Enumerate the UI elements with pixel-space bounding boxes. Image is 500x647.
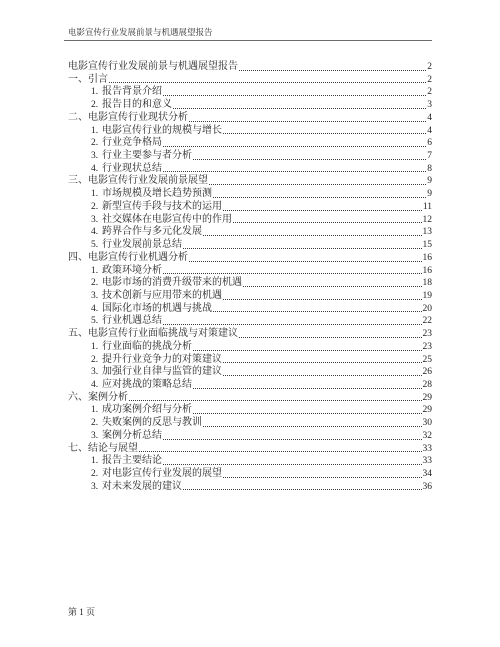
toc-subsection[interactable] [68,214,432,227]
toc-subsection[interactable] [68,303,432,316]
toc-subsection-number: 1. [91,456,99,467]
toc-subsection-number: 4. [91,163,99,174]
toc-subsection-title: 新型宣传手段与技术的运用 [102,200,222,212]
dot-leader [239,70,426,71]
toc-subsection-number: 4. [91,303,99,314]
toc-subsection-number: 5. [91,240,99,251]
toc-subsection-title: 行业竞争格局 [102,137,162,149]
toc-subsection[interactable] [68,163,432,176]
toc-page-number: 33 [422,443,432,454]
toc-section[interactable] [68,443,432,456]
toc-subsection-title: 技术创新与应用带来的机遇 [102,289,222,301]
toc-subsection-title: 报告背景介绍 [102,86,162,98]
toc-entry-text: 电影宣传行业发展前景与机遇展望报告 [68,61,238,72]
toc-subsection-title: 电影市场的消费升级带来的机遇 [102,277,242,289]
dot-leader [129,400,422,401]
running-header-title: 电影宣传行业发展前景与机遇展望报告 [68,27,213,37]
toc-page-number: 15 [422,240,432,251]
toc-section[interactable] [68,175,432,188]
toc-page-number: 12 [422,214,432,225]
toc-page-number: 34 [422,469,432,479]
toc-page-number: 3 [427,100,432,111]
toc-subsection-number: 3. [91,481,99,492]
toc-page-number: 2 [427,87,432,98]
toc-page-number: 16 [422,265,432,276]
toc-page-number: 4 [427,125,432,136]
toc-page-number: 9 [427,176,432,187]
toc-page-number: 29 [422,405,432,416]
toc-subsection-number: 3. [91,214,99,225]
toc-subsection-title: 电影宣传行业的规模与增长 [102,124,222,136]
toc-page-number: 36 [422,481,432,492]
dot-leader [193,159,426,160]
toc-page-number: 29 [422,392,432,403]
toc-subsection-number: 2. [91,278,99,289]
toc-section[interactable] [68,328,432,341]
header-rule [64,40,432,41]
toc-page-number: 30 [422,418,432,429]
toc-subsection-number: 1. [91,405,99,416]
toc-section[interactable] [68,112,432,125]
toc-section-title: 五、电影宣传行业面临挑战与对策建议 [68,328,238,340]
toc-section-title: 七、结论与展望 [68,442,138,454]
toc-subsection[interactable] [68,99,432,112]
toc-subsection-title: 社交媒体在电影宣传中的作用 [102,213,232,225]
toc-page-number: 28 [422,379,432,390]
dot-leader [193,388,422,389]
toc-subsection-title: 跨界合作与多元化发展 [102,226,202,238]
toc-subsection[interactable] [68,265,432,278]
toc-section-title: 二、电影宣传行业现状分析 [68,111,188,123]
toc-subsection[interactable] [68,417,432,430]
dot-leader [163,324,422,325]
toc-page-number: 32 [422,430,432,441]
dot-leader [209,184,426,185]
toc-subsection-number: 2. [91,201,99,212]
dot-leader [163,95,426,96]
toc-subsection-title: 行业主要参与者分析 [102,150,192,162]
dot-leader [243,286,422,287]
toc-subsection-title: 加强行业自律与监管的建议 [102,366,222,378]
toc-page-number: 2 [427,62,432,72]
toc-subsection[interactable] [68,239,432,252]
dot-leader [223,210,422,211]
dot-leader [223,133,426,134]
toc-subsection-title: 应对挑战的策略总结 [102,378,192,390]
toc-entry-report-title[interactable] [68,61,432,74]
toc-section[interactable] [68,252,432,265]
dot-leader [233,222,422,223]
dot-leader [223,375,422,376]
toc-page-number: 25 [422,354,432,365]
toc-subsection-number: 2. [91,138,99,149]
toc-section-title: 一、引言 [68,73,108,85]
dot-leader [213,311,422,312]
toc-subsection[interactable] [68,290,432,303]
toc-subsection[interactable] [68,481,432,494]
toc-subsection-number: 1. [91,125,99,136]
toc-page-number: 9 [427,189,432,200]
toc-subsection-title: 行业机遇总结 [102,315,162,327]
toc-subsection-number: 4. [91,379,99,390]
dot-leader [203,235,422,236]
toc-subsection-number: 3. [91,290,99,301]
toc-page-number: 7 [427,151,432,162]
toc-subsection-number: 3. [91,430,99,441]
dot-leader [173,108,426,109]
dot-leader [183,489,422,490]
dot-leader [163,146,426,147]
toc-page-number: 26 [422,367,432,378]
toc-section[interactable] [68,74,432,87]
dot-leader [223,477,422,478]
dot-leader [213,197,426,198]
toc-subsection[interactable] [68,379,432,392]
toc-page-number: 19 [422,290,432,301]
table-of-contents [68,61,432,493]
toc-section[interactable] [68,392,432,405]
toc-subsection-title: 成功案例介绍与分析 [102,404,192,416]
toc-subsection-number: 5. [91,316,99,327]
page-number-footer: 第 1 页 [68,607,96,617]
dot-leader [223,299,422,300]
dot-leader [163,171,426,172]
toc-subsection-number: 2. [91,418,99,429]
toc-subsection[interactable] [68,430,432,443]
toc-page-number: 23 [422,329,432,340]
toc-subsection-number: 1. [91,265,99,276]
toc-page-number: 16 [422,252,432,263]
toc-subsection-number: 3. [91,367,99,378]
toc-section-title: 三、电影宣传行业发展前景展望 [68,175,208,187]
toc-subsection[interactable] [68,277,432,290]
dot-leader [189,261,422,262]
toc-subsection-title: 报告目的和意义 [102,99,172,111]
toc-subsection[interactable] [68,354,432,367]
toc-subsection[interactable] [68,226,432,239]
toc-subsection-number: 1. [91,189,99,200]
dot-leader [193,350,422,351]
toc-page-number: 13 [422,227,432,238]
dot-leader [203,426,422,427]
toc-section-title: 六、案例分析 [68,391,128,403]
toc-subsection[interactable] [68,201,432,214]
toc-section-title: 四、电影宣传行业机遇分析 [68,251,188,263]
toc-page-number: 22 [422,316,432,327]
toc-page-number: 23 [422,341,432,352]
toc-subsection[interactable] [68,125,432,138]
toc-subsection-title: 提升行业竞争力的对策建议 [102,353,222,365]
dot-leader [109,82,426,83]
toc-subsection-number: 2. [91,354,99,365]
toc-page-number: 20 [422,303,432,314]
toc-subsection-title: 市场规模及增长趋势预测 [102,188,212,200]
toc-subsection[interactable] [68,341,432,354]
toc-subsection-title: 对电影宣传行业发展的展望 [102,468,222,479]
dot-leader [183,248,422,249]
toc-subsection[interactable] [68,86,432,99]
toc-subsection-title: 案例分析总结 [102,429,162,441]
toc-subsection[interactable] [68,150,432,163]
dot-leader [163,439,422,440]
toc-page-number: 11 [422,201,432,212]
toc-subsection-title: 失败案例的反思与教训 [102,417,202,429]
toc-subsection-title: 行业面临的挑战分析 [102,340,192,352]
toc-subsection[interactable] [68,468,432,481]
toc-subsection[interactable] [68,137,432,150]
toc-subsection[interactable] [68,404,432,417]
toc-subsection-number: 1. [91,341,99,352]
toc-subsection-number: 2. [91,100,99,111]
toc-page-number: 6 [427,138,432,149]
toc-page-number: 4 [427,112,432,123]
toc-subsection-title: 政策环境分析 [102,264,162,276]
dot-leader [139,451,422,452]
dot-leader [163,464,422,465]
dot-leader [189,121,426,122]
toc-subsection-number: 3. [91,151,99,162]
toc-subsection-title: 行业发展前景总结 [102,239,182,251]
toc-subsection-title: 国际化市场的机遇与挑战 [102,302,212,314]
dot-leader [239,337,422,338]
toc-subsection-number: 4. [91,227,99,238]
toc-page-number: 33 [422,456,432,467]
dot-leader [223,362,422,363]
toc-subsection-title: 报告主要结论 [102,455,162,467]
toc-subsection-number: 2. [91,469,99,479]
toc-page-number: 2 [427,74,432,85]
toc-subsection-title: 行业现状总结 [102,162,162,174]
toc-subsection[interactable] [68,455,432,468]
toc-page-number: 8 [427,163,432,174]
dot-leader [193,413,422,414]
toc-page-number: 18 [422,278,432,289]
toc-subsection[interactable] [68,366,432,379]
toc-subsection[interactable] [68,315,432,328]
toc-subsection-number: 1. [91,87,99,98]
toc-subsection[interactable] [68,188,432,201]
toc-subsection-title: 对未来发展的建议 [102,480,182,492]
dot-leader [163,273,422,274]
